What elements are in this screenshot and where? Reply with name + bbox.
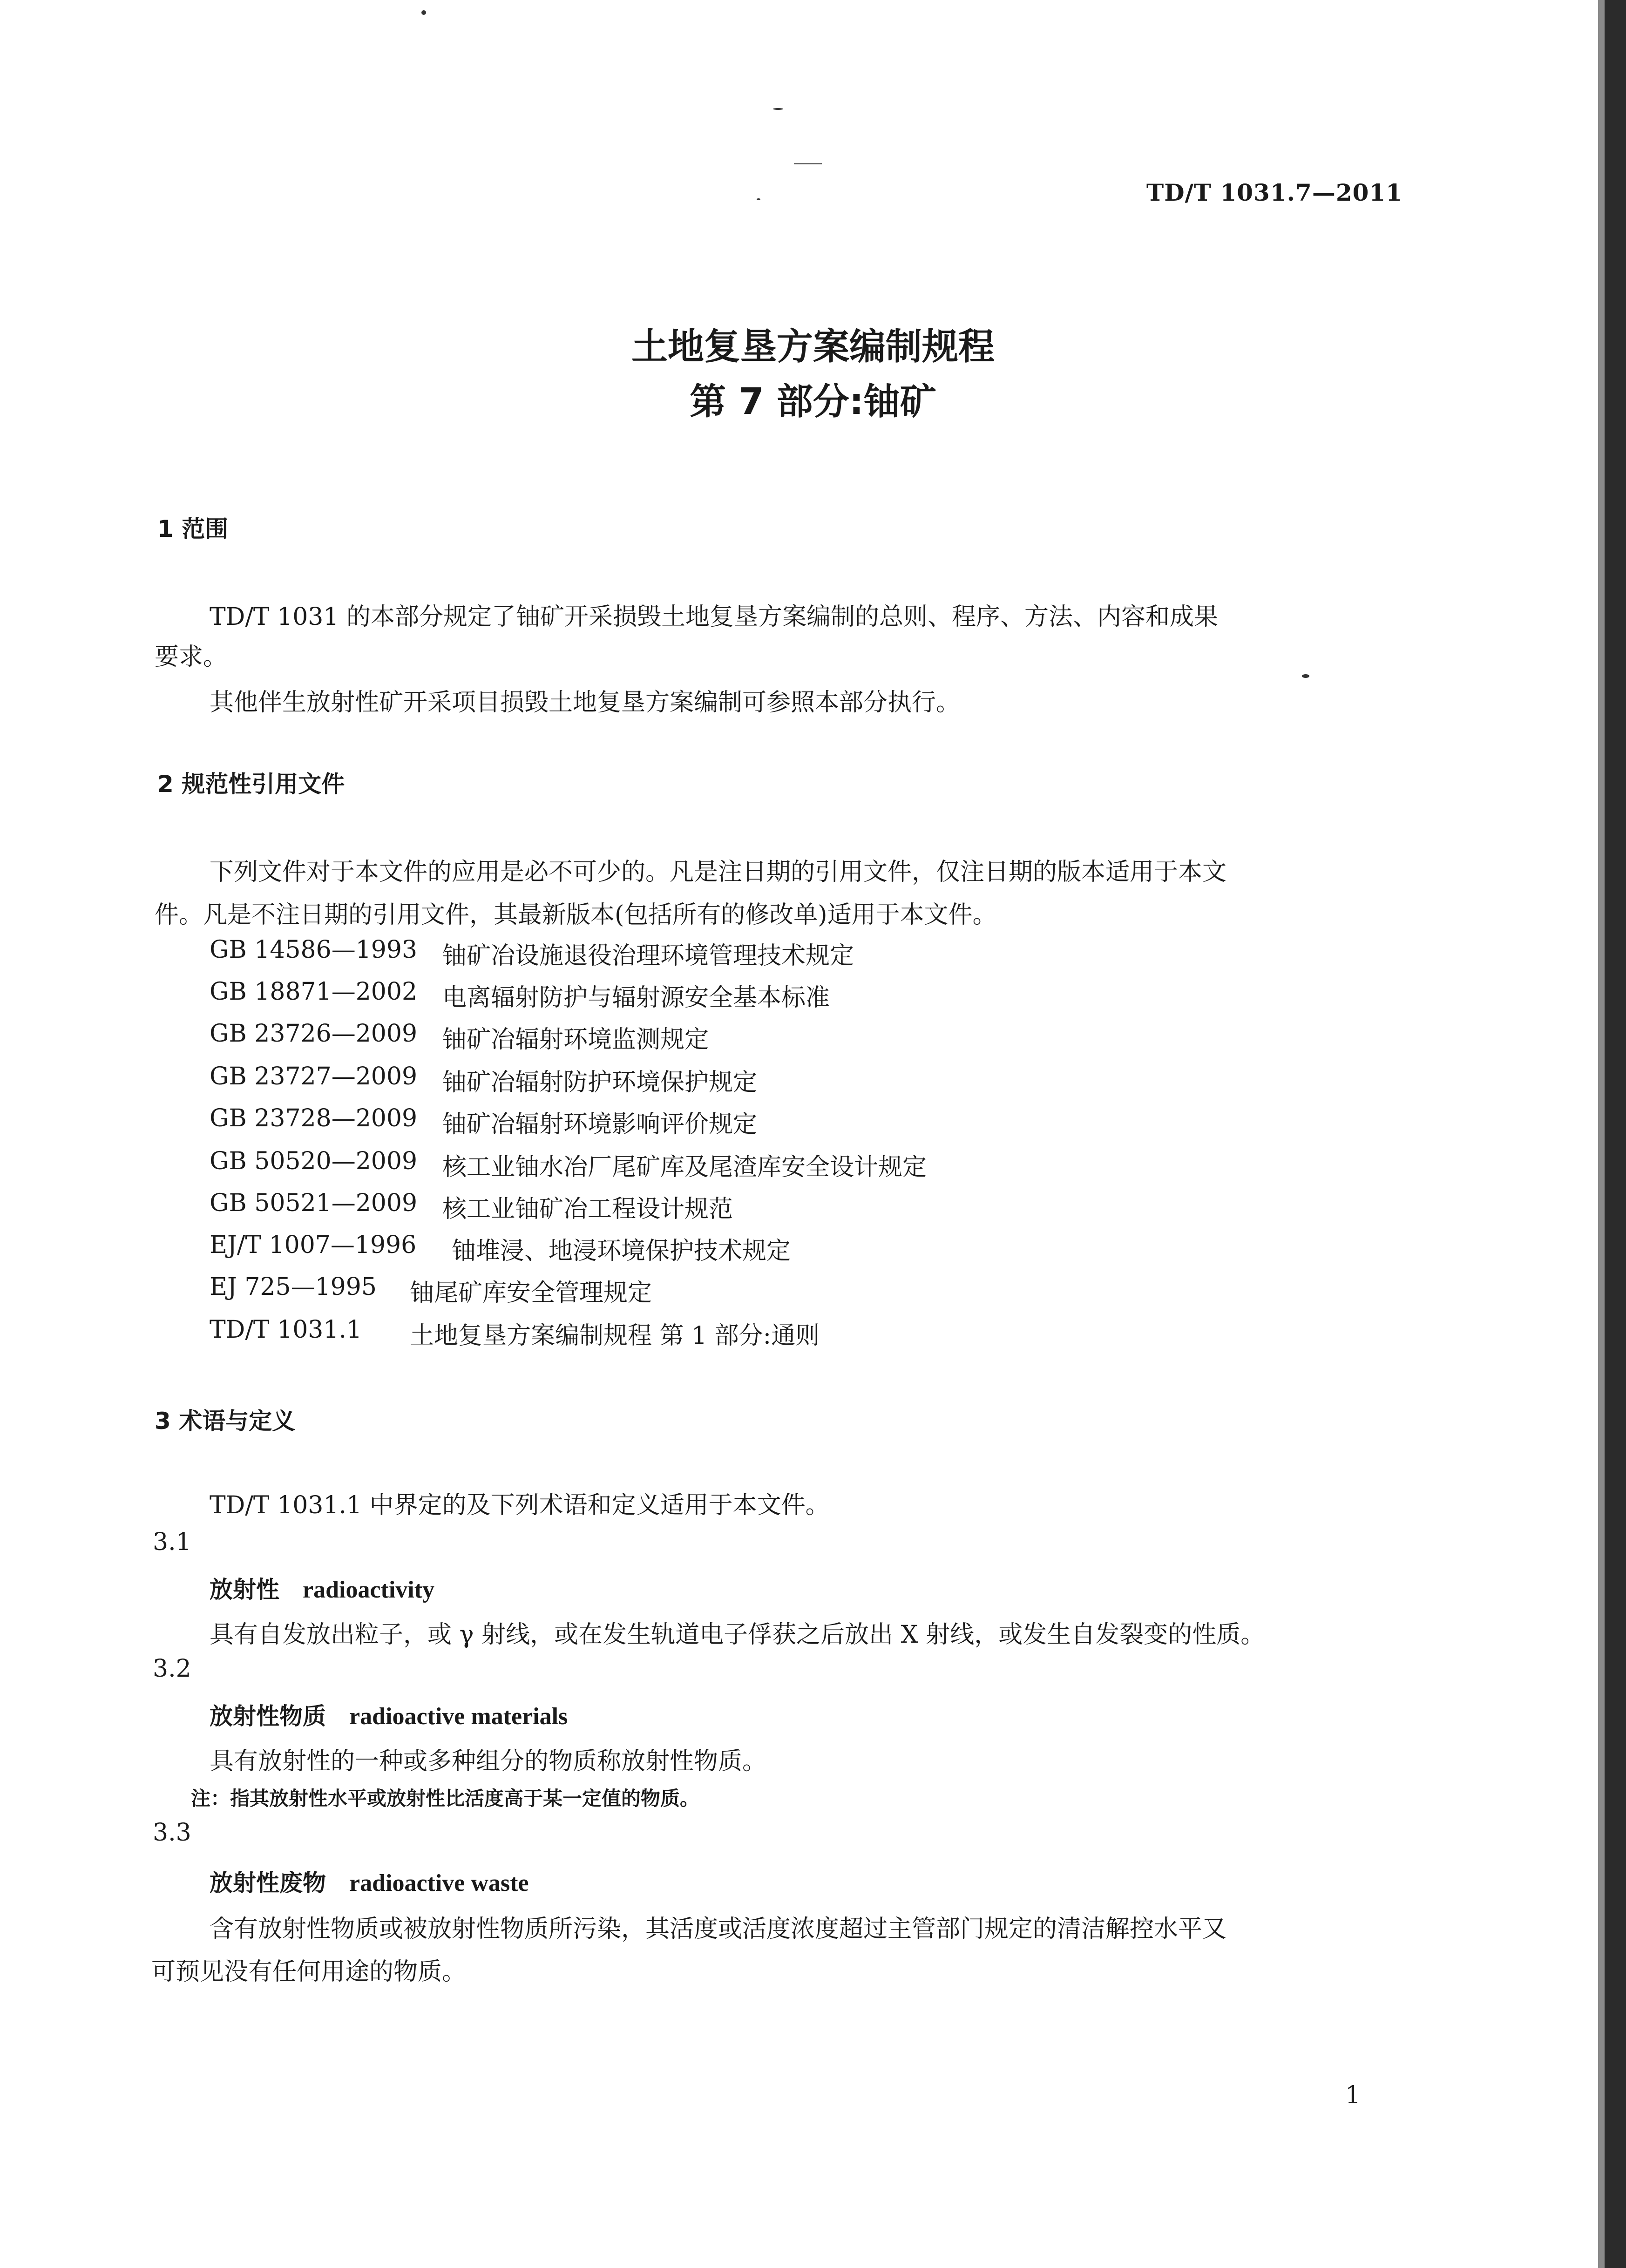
section-2-intro-cont: 件。凡是不注日期的引用文件，其最新版本(包括所有的修改单)适用于本文件。 [155,901,997,929]
document-code: TD/T 1031.7—2011 [1146,179,1402,206]
section-3-intro: TD/T 1031.1 中界定的及下列术语和定义适用于本文件。 [210,1491,830,1519]
reference-title: 铀矿冶辐射环境监测规定 [442,1026,709,1054]
reference-code: GB 18871—2002 [210,978,418,1006]
section-1-paragraph-2: 其他伴生放射性矿开采项目损毁土地复垦方案编制可参照本部分执行。 [210,689,961,717]
term-definition: 具有放射性的一种或多种组分的物质称放射性物质。 [210,1747,767,1775]
term-cn: 放射性废物 [210,1869,326,1896]
term-definition-cont: 可预见没有任何用途的物质。 [151,1958,467,1986]
section-3-heading: 3 术语与定义 [155,1408,296,1435]
reference-code: GB 14586—1993 [210,936,418,964]
term-en: radioactive materials [349,1703,568,1730]
section-1-heading: 1 范围 [157,515,229,542]
reference-title: 铀尾矿库安全管理规定 [410,1279,652,1307]
term-cn: 放射性物质 [210,1703,326,1730]
reference-code: EJ/T 1007—1996 [210,1231,417,1259]
page-number: 1 [1345,2081,1361,2109]
scan-speck [757,198,760,200]
document-title: 土地复垦方案编制规程 [631,326,995,368]
scan-speck [1302,674,1309,678]
term-definition: 含有放射性物质或被放射性物质所污染，其活度或活度浓度超过主管部门规定的清洁解控水平又 [210,1915,1227,1943]
scan-speck [773,108,783,110]
document-subtitle: 第 7 部分:铀矿 [690,381,936,423]
reference-title: 核工业铀水冶厂尾矿库及尾渣库安全设计规定 [442,1153,927,1181]
reference-title: 核工业铀矿冶工程设计规范 [442,1195,733,1223]
scan-speck [421,10,426,15]
term-number: 3.1 [153,1528,191,1556]
reference-code: GB 23728—2009 [210,1104,418,1132]
section-1-paragraph-1: TD/T 1031 的本部分规定了铀矿开采损毁土地复垦方案编制的总则、程序、方法、内容和成果 [210,603,1218,631]
reference-title: 电离辐射防护与辐射源安全基本标准 [442,984,830,1012]
term-note: 注：指其放射性水平或放射性比活度高于某一定值的物质。 [191,1787,700,1810]
term-heading [210,1864,529,1898]
reference-code: GB 50521—2009 [210,1189,418,1217]
reference-code: GB 23727—2009 [210,1063,418,1090]
term-definition: 具有自发放出粒子，或 γ 射线，或在发生轨道电子俘获之后放出 X 射线，或发生自发裂变的性质。 [210,1621,1265,1649]
term-number: 3.3 [153,1819,191,1847]
reference-title: 土地复垦方案编制规程 第 1 部分:通则 [410,1322,820,1350]
section-1-paragraph-1-cont: 要求。 [155,643,228,671]
scan-speck [794,163,822,164]
term-number: 3.2 [153,1655,191,1683]
term-en: radioactivity [303,1577,435,1603]
reference-title: 铀矿冶辐射防护环境保护规定 [442,1069,758,1097]
term-cn: 放射性 [210,1576,279,1603]
reference-title: 铀矿冶设施退役治理环境管理技术规定 [442,942,854,970]
term-heading [210,1698,568,1731]
reference-title: 铀堆浸、地浸环境保护技术规定 [452,1237,791,1265]
reference-title: 铀矿冶辐射环境影响评价规定 [442,1110,758,1138]
section-2-intro: 下列文件对于本文件的应用是必不可少的。凡是注日期的引用文件，仅注日期的版本适用于本文 [210,858,1227,886]
reference-code: GB 23726—2009 [210,1020,418,1048]
reference-code: EJ 725—1995 [210,1273,377,1301]
section-2-heading: 2 规范性引用文件 [157,771,345,798]
term-heading [210,1571,434,1605]
reference-code: TD/T 1031.1 [210,1316,362,1344]
reference-code: GB 50520—2009 [210,1147,418,1175]
term-en: radioactive waste [349,1870,529,1896]
